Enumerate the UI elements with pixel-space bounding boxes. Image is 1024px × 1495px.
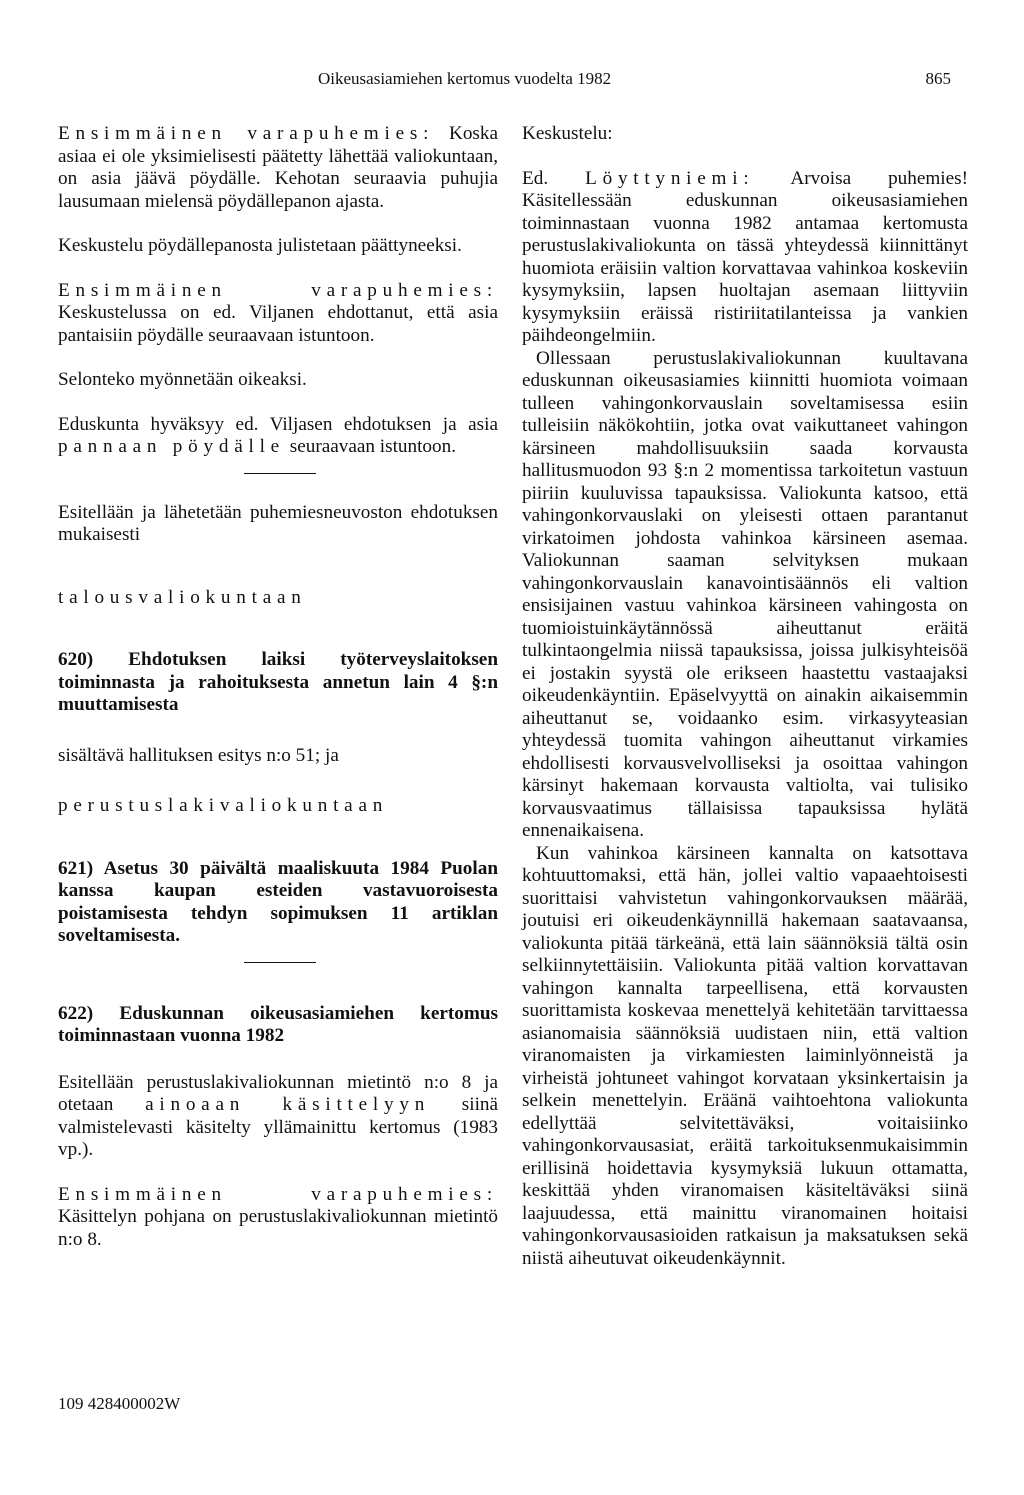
speech-text: Koska asiaa ei ole yksimielisesti päätetty lähettää valiokuntaan, on asia jäävä pöydälle. Kehotan seuraavia puhujia lausumaan mielensä pöydällepanon ajasta. xyxy=(58,123,498,212)
left-column xyxy=(58,123,498,1251)
speaker-name: Ensimmäinen varapuhemies: xyxy=(58,1183,498,1205)
page-header xyxy=(0,69,1024,93)
paragraph xyxy=(58,123,498,213)
speech-text: Arvoisa puhemies! Käsitellessään eduskunnan oikeusasiamiehen toiminnastaan vuonna 1982 antamaa kertomusta perustuslakivaliokunta on tässä yhteydessä kiinnittänyt huomiota eräisiin valtion korvattavaa vahinkoa koskeviin kysymyksiin, lapsen huoltajan asemaan liittyviin kysymyksiin eräissä ristiriitatilanteissa ja vankien päihdeongelmiin. xyxy=(522,167,968,346)
agenda-item-620: 620) Ehdotuksen laiksi työterveyslaitoksen toiminnasta ja rahoituksesta annetun lain 4 §:n muuttamisesta xyxy=(58,649,498,715)
paragraph xyxy=(58,414,498,459)
paragraph xyxy=(58,1072,498,1162)
paragraph: sisältävä hallituksen esitys n:o 51; ja xyxy=(58,744,339,766)
footer-code: 109 428400002W xyxy=(58,1394,181,1413)
text: Esitellään perustuslakivaliokunnan mietintö n:o 8 ja otetaan xyxy=(58,1071,498,1115)
paragraph: Keskustelu pöydällepanosta julistetaan päättyneeksi. xyxy=(58,235,462,256)
speaker-name: Löyttyniemi: xyxy=(585,167,755,189)
committee-name: perustuslakivaliokuntaan xyxy=(58,795,389,816)
text: Eduskunta hyväksyy ed. Viljasen ehdotuksen ja asia xyxy=(58,413,498,435)
agenda-item-622: 622) Eduskunnan oikeusasiamiehen kertomus toiminnastaan vuonna 1982 xyxy=(58,1002,498,1046)
text: siinä valmistelevasti käsitelty yllämainittu kertomus (1983 vp.). xyxy=(58,1094,499,1160)
text: seuraavaan istuntoon. xyxy=(289,436,456,457)
page-number: 865 xyxy=(925,69,951,88)
right-column xyxy=(522,123,968,1270)
speaker-name: Ensimmäinen varapuhemies: xyxy=(58,279,498,301)
spaced-text: pannaan pöydälle xyxy=(58,436,285,457)
paragraph: Selonteko myönnetään oikeaksi. xyxy=(58,369,307,390)
discussion-heading: Keskustelu: xyxy=(522,123,613,144)
running-title: Oikeusasiamiehen kertomus vuodelta 1982 xyxy=(318,69,612,88)
paragraph: Kun vahinkoa kärsineen kannalta on katsottava kohtuuttomaksi, että hän, jollei valtio vapaaehtoisesti suorittaisi vahvistetun vahingonkorvauksen määrää, joutuisi eri oikeudenkäynnillä hakemaan saatavaansa, valiokunta pitää tärkeänä, että lain säännöksiä tältä osin selkiinnytettäisiin. Valiokunta pitää valtion korvattavan vahingon kannalta tarpeellisena, että korvausten suorittamista koskevaa menettelyä kehitetään tarvittaessa asianomaisia säännöksiä uudistaen niin, että valtion viranomaisten ja virkamiesten laiminlyönneistä ja virheistä johtuneet vahingot korvataan yksinkertaisin ja selkein menettelyin. Eräänä vaihtoehtona valiokunta edellyttää selvitettäväksi, voitaisiinko vahingonkorvausasiat, eräitä tarkoituksenmukaisimmin erillisinä hoidettavia kysymyksiä lukuun ottamatta, keskittää yhden viranomaisen käsiteltäväksi siinä laajuudessa, että mainittu viranomainen hoitaisi vahingonkorvausasioiden ratkaisun ja maksatuksen sekä niistä aiheutuvat oikeudenkäynnit. xyxy=(522,842,968,1269)
paragraph: Ollessaan perustuslakivaliokunnan kuultavana eduskunnan oikeusasiamies kiinnitti huomiota voimaan tulleen vahingonkorvauslain soveltamisessa esiin tulleisiin näkökohtiin, jotka ovat vaikuttaneet vahingon kärsineen mahdollisuuksiin saada korvausta hallitusmuodon 93 §:n 2 momentissa tarkoitetun vastuun piiriin kuuluvissa tapauksissa. Valiokunta katsoo, että vahingonkorvauslaki on yleisesti ottaen parantanut virkatoimen johdosta vahinkoa kärsineen asemaa. Valiokunnan saaman selvityksen mukaan vahingonkorvauslain kanavointisäännös eli valtion ensisijainen vastuu vahinkoa kärsineen vahingosta on tuomioistuinkäytännössä aiheuttanut eräitä tulkintaongelmia niissä tapauksissa, joissa julkisyhteisöä ei jostakin syystä ole erikseen haastettu vastaajaksi oikeudenkäyntiin. Epäselvyyttä on ainakin aikaisemmin aiheuttanut se, voidaanko esim. virkasyyteasian yhteydessä tuomita vahingon aiheuttanut virkamies ehdollisesti korvausvelvolliseksi ja osoittaa vahingon kärsinyt hakemaan korvausta valtiolta, vai tulisiko korvausvaatimus tällaisissa tapauksissa hylätä ennenaikaisena. xyxy=(522,347,968,841)
paragraph xyxy=(58,1184,498,1252)
paragraph: Esitellään ja lähetetään puhemiesneuvoston ehdotuksen mukaisesti xyxy=(58,501,498,545)
committee-name: talousvaliokuntaan xyxy=(58,586,307,608)
agenda-item-621: 621) Asetus 30 päivältä maaliskuuta 1984 Puolan kanssa kaupan esteiden vastavuoroisesta poistamisesta tehdyn sopimuksen 11 artiklan soveltamisesta. xyxy=(58,857,498,946)
speech-text: Käsittelyn pohjana on perustuslakivaliokunnan mietintö n:o 8. xyxy=(58,1206,498,1250)
section-divider xyxy=(244,473,316,474)
text: Ed. xyxy=(522,167,549,189)
speech-text: Keskustelussa on ed. Viljanen ehdottanut, että asia pantaisiin pöydälle seuraavaan istuntoon. xyxy=(58,302,498,346)
section-divider xyxy=(244,962,316,963)
speaker-name: Ensimmäinen varapuhemies: xyxy=(58,123,435,144)
spaced-text: ainoaan käsittelyyn xyxy=(145,1094,431,1115)
paragraph xyxy=(522,168,968,348)
paragraph xyxy=(58,280,498,348)
